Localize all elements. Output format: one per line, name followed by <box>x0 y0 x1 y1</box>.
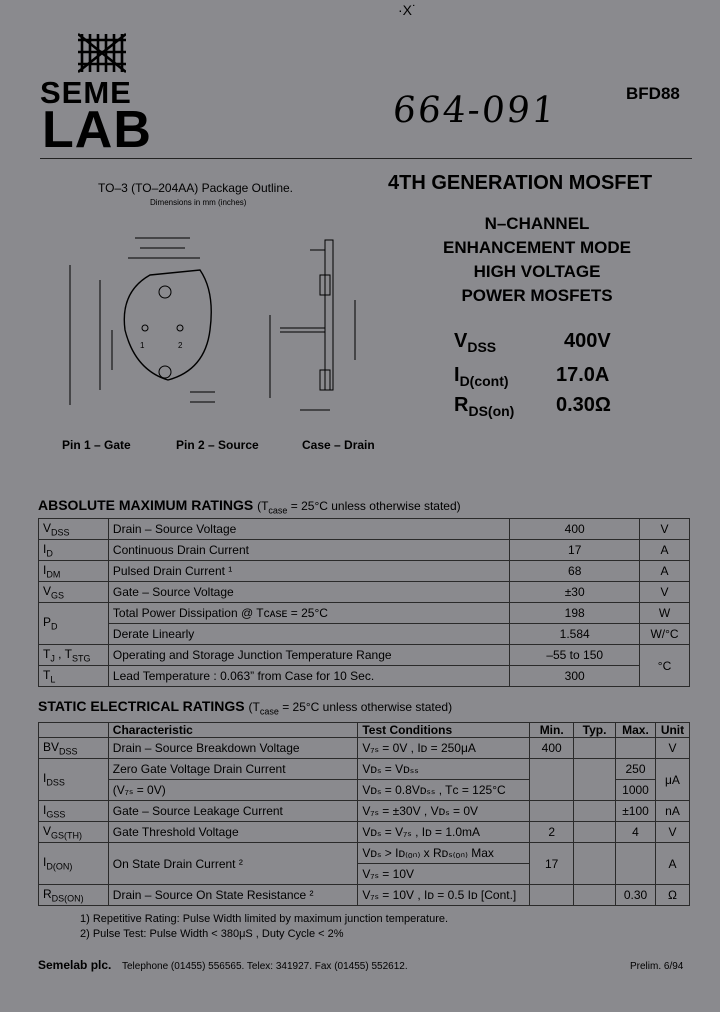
feature-item: POWER MOSFETS <box>461 286 613 305</box>
desc-cell: Continuous Drain Current <box>108 540 509 561</box>
unit-cell: A <box>640 561 690 582</box>
package-subtitle: Dimensions in mm (inches) <box>150 198 247 207</box>
table-row <box>39 822 690 843</box>
desc-cell: (V₇ₛ = 0V) <box>108 780 358 801</box>
desc-cell: Lead Temperature : 0.063” from Case for 10 Sec. <box>108 666 509 687</box>
unit-cell: V <box>655 822 689 843</box>
pin-1-label: Pin 1 – Gate <box>62 438 131 452</box>
symbol-cell: $T_J$ , $T_{STG}$ <box>39 645 109 666</box>
header-characteristic: Characteristic <box>108 723 358 738</box>
min-cell <box>530 885 574 906</box>
semelab-logo-icon <box>78 30 126 76</box>
typ-cell <box>574 738 616 759</box>
symbol-cell: $I_{DSS}$ <box>39 759 109 801</box>
symbol-cell: $I_{GSS}$ <box>39 801 109 822</box>
value-cell: 400 <box>510 519 640 540</box>
table-row <box>39 666 690 687</box>
package-outline-diagram <box>40 220 400 430</box>
desc-cell: Gate – Source Leakage Current <box>108 801 358 822</box>
cond-cell: Vᴅₛ > Iᴅ₍ₒₙ₎ x Rᴅₛ₍ₒₙ₎ Max <box>358 843 530 864</box>
unit-cell: μA <box>655 759 689 801</box>
cond-cell: V₇ₛ = 10V <box>358 864 530 885</box>
table-header-row <box>39 723 690 738</box>
header-typ: Typ. <box>574 723 616 738</box>
cond-cell: V₇ₛ = 0V , Iᴅ = 250μA <box>358 738 530 759</box>
table-row <box>39 540 690 561</box>
symbol-cell: $V_{GS(TH)}$ <box>39 822 109 843</box>
spec-id-value: 17.0A <box>556 364 610 386</box>
unit-cell: V <box>655 738 689 759</box>
handwritten-code: 664-091 <box>390 90 559 131</box>
desc-cell: Gate Threshold Voltage <box>108 822 358 843</box>
desc-cell: Drain – Source Voltage <box>108 519 509 540</box>
table-row <box>39 645 690 666</box>
symbol-cell: $V_{DSS}$ <box>39 519 109 540</box>
cond-cell: V₇ₛ = 10V , Iᴅ = 0.5 Iᴅ [Cont.] <box>358 885 530 906</box>
max-cell <box>616 738 656 759</box>
part-number: BFD88 <box>626 84 680 103</box>
page-title: 4TH GENERATION MOSFET <box>388 172 653 194</box>
max-cell: 1000 <box>616 780 656 801</box>
footer-contact: Telephone (01455) 556565. Telex: 341927. Fax (01455) 552612. <box>122 961 408 972</box>
desc-cell: Drain – Source Breakdown Voltage <box>108 738 358 759</box>
symbol-cell: $R_{DS(ON)}$ <box>39 885 109 906</box>
min-cell <box>530 801 574 822</box>
feature-item: HIGH VOLTAGE <box>473 262 601 281</box>
pin-2-marker: 2 <box>178 341 183 350</box>
unit-cell: Ω <box>655 885 689 906</box>
value-cell: –55 to 150 <box>510 645 640 666</box>
unit-cell: A <box>655 843 689 885</box>
value-cell: 68 <box>510 561 640 582</box>
table-row <box>39 519 690 540</box>
header-conditions: Test Conditions <box>358 723 530 738</box>
value-cell: 300 <box>510 666 640 687</box>
logo-text-lab: LAB <box>42 101 152 159</box>
symbol-cell: $I_{DM}$ <box>39 561 109 582</box>
symbol-cell: $BV_{DSS}$ <box>39 738 109 759</box>
max-cell: ±100 <box>616 801 656 822</box>
spec-vdss-symbol: $V_{DSS}$ <box>454 330 497 355</box>
static-table <box>38 722 690 906</box>
abs-max-table <box>38 518 690 687</box>
table-row <box>39 603 690 624</box>
package-title: TO–3 (TO–204AA) Package Outline. <box>98 181 293 195</box>
footer-prelim: Prelim. 6/94 <box>630 961 684 972</box>
value-cell: ±30 <box>510 582 640 603</box>
symbol-cell: $V_{GS}$ <box>39 582 109 603</box>
symbol-cell: $P_D$ <box>39 603 109 645</box>
table-row <box>39 738 690 759</box>
table-row <box>39 582 690 603</box>
unit-cell: V <box>640 582 690 603</box>
footer-company: Semelab plc. <box>38 958 112 972</box>
desc-cell: Zero Gate Voltage Drain Current <box>108 759 358 780</box>
feature-list <box>420 212 654 308</box>
footnote-1: 1) Repetitive Rating: Pulse Width limited by maximum junction temperature. <box>80 913 449 925</box>
spec-rds-symbol: $R_{DS(on)}$ <box>454 394 515 419</box>
spec-rds-value: 0.30Ω <box>556 394 611 416</box>
desc-cell: Derate Linearly <box>108 624 509 645</box>
spec-vdss-value: 400V <box>564 330 611 352</box>
cond-cell: Vᴅₛ = Vᴅₛₛ <box>358 759 530 780</box>
handwritten-mark: ·X˙ <box>398 2 417 18</box>
max-cell: 4 <box>616 822 656 843</box>
desc-cell: Pulsed Drain Current ¹ <box>108 561 509 582</box>
unit-cell: V <box>640 519 690 540</box>
desc-cell: Total Power Dissipation @ Tᴄᴀsᴇ = 25°C <box>108 603 509 624</box>
cond-cell: V₇ₛ = ±30V , Vᴅₛ = 0V <box>358 801 530 822</box>
min-cell: 2 <box>530 822 574 843</box>
abs-max-title: ABSOLUTE MAXIMUM RATINGS ($T_{case} = 25^\circ C$ unless otherwise stated) <box>38 497 461 516</box>
symbol-cell: $I_D$ <box>39 540 109 561</box>
header-max: Max. <box>616 723 656 738</box>
table-row <box>39 801 690 822</box>
feature-item: ENHANCEMENT MODE <box>443 238 631 257</box>
typ-cell <box>574 822 616 843</box>
spec-id-symbol: $I_{D(cont)}$ <box>454 364 509 389</box>
header-min: Min. <box>530 723 574 738</box>
footnote-2: 2) Pulse Test: Pulse Width < 380μS , Duty Cycle < 2% <box>80 928 344 940</box>
symbol-cell: $T_L$ <box>39 666 109 687</box>
desc-cell: Operating and Storage Junction Temperature Range <box>108 645 509 666</box>
value-cell: 1.584 <box>510 624 640 645</box>
cond-cell: Vᴅₛ = 0.8Vᴅₛₛ , Tᴄ = 125°C <box>358 780 530 801</box>
max-cell: 250 <box>616 759 656 780</box>
pin-1-marker: 1 <box>140 341 145 350</box>
desc-cell: Gate – Source Voltage <box>108 582 509 603</box>
case-label: Case – Drain <box>302 438 375 452</box>
table-row <box>39 885 690 906</box>
static-title: STATIC ELECTRICAL RATINGS ($T_{case} = 25^\circ C$ unless otherwise stated) <box>38 698 453 717</box>
feature-item: N–CHANNEL <box>484 214 590 233</box>
value-cell: 198 <box>510 603 640 624</box>
desc-cell: On State Drain Current ² <box>108 843 358 885</box>
pin-2-label: Pin 2 – Source <box>176 438 259 452</box>
min-cell: 17 <box>530 843 574 885</box>
header-divider <box>40 158 692 159</box>
typ-cell <box>574 885 616 906</box>
desc-cell: Drain – Source On State Resistance ² <box>108 885 358 906</box>
table-row <box>39 843 690 864</box>
unit-cell: nA <box>655 801 689 822</box>
table-row <box>39 624 690 645</box>
typ-cell <box>574 801 616 822</box>
unit-cell: A <box>640 540 690 561</box>
unit-cell: °C <box>640 645 690 687</box>
table-row <box>39 759 690 780</box>
unit-cell: W <box>640 603 690 624</box>
value-cell: 17 <box>510 540 640 561</box>
min-cell: 400 <box>530 738 574 759</box>
cond-cell: Vᴅₛ = V₇ₛ , Iᴅ = 1.0mA <box>358 822 530 843</box>
logo-text-seme: SEME <box>40 75 132 110</box>
unit-cell: W/°C <box>640 624 690 645</box>
symbol-cell: $I_{D(ON)}$ <box>39 843 109 885</box>
table-row <box>39 561 690 582</box>
header-unit: Unit <box>655 723 689 738</box>
max-cell: 0.30 <box>616 885 656 906</box>
